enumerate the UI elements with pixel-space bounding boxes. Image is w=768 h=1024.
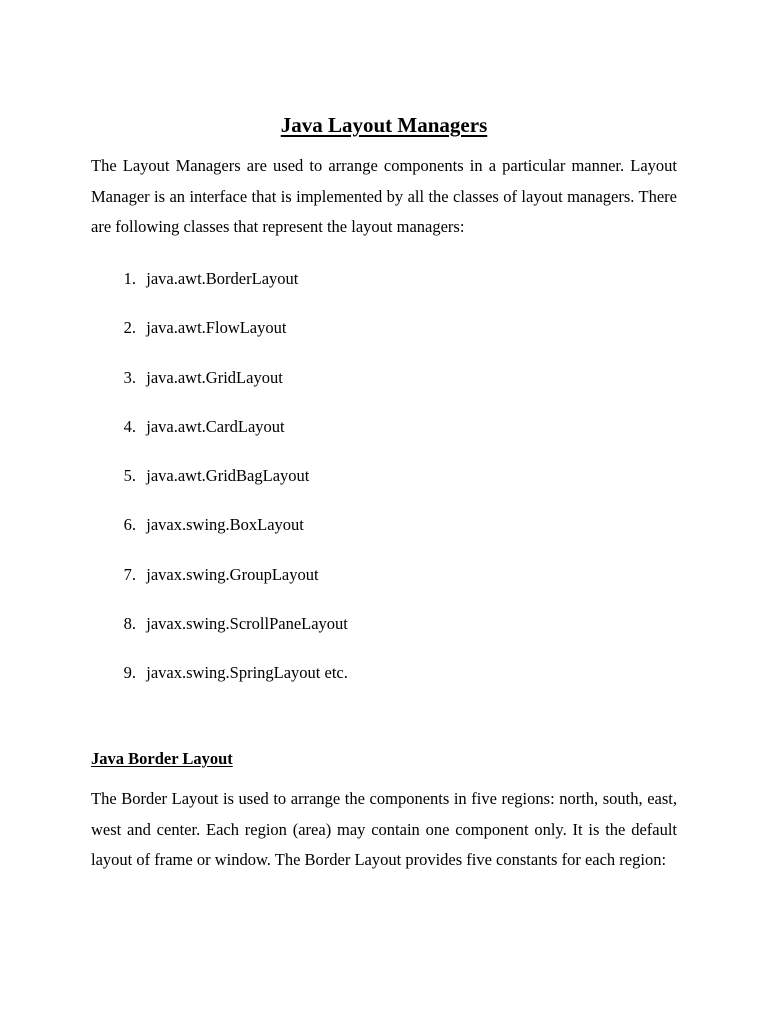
section-paragraph: The Border Layout is used to arrange the components in five regions: north, south, east, west and center. Each region (area) may contain one component only. It is the default layout of frame or window. The Border Layout provides five constants for each region:: [91, 789, 677, 869]
list-item-text: java.awt.FlowLayout: [146, 318, 287, 338]
list-item-text: java.awt.BorderLayout: [146, 269, 299, 288]
list-item-text: java.awt.GridBagLayout: [146, 466, 310, 486]
list-item-text: javax.swing.SpringLayout etc.: [146, 663, 348, 683]
list-item-number: 1.: [123, 269, 136, 288]
list-item: [91, 412, 348, 461]
list-item-number: 8.: [123, 614, 136, 634]
list-item-number: 7.: [123, 564, 136, 584]
list-item-number: 9.: [123, 663, 136, 683]
list-item-text: javax.swing.GroupLayout: [146, 564, 319, 584]
section-heading: Java Border Layout: [91, 749, 233, 768]
list-item: [91, 363, 348, 412]
layout-manager-list: [91, 264, 348, 708]
intro-paragraph: The Layout Managers are used to arrange components in a particular manner. Layout Manager is an interface that is implemented by all the classes of layout managers. There are following classes that represent the layout managers:: [91, 156, 677, 236]
list-item: [91, 609, 348, 658]
list-item-number: 6.: [123, 515, 136, 535]
list-item: [91, 461, 348, 510]
list-item-text: java.awt.CardLayout: [146, 416, 285, 436]
list-item: [91, 658, 348, 707]
list-item-text: javax.swing.BoxLayout: [146, 515, 304, 535]
list-item: [91, 264, 348, 313]
list-item-text: javax.swing.ScrollPaneLayout: [146, 614, 348, 634]
list-item-number: 2.: [123, 318, 136, 338]
page-title: Java Layout Managers: [280, 113, 488, 137]
list-item-number: 3.: [123, 367, 136, 387]
list-item: [91, 313, 348, 362]
list-item: [91, 560, 348, 609]
list-item-number: 4.: [123, 416, 136, 436]
list-item: [91, 510, 348, 559]
list-item-number: 5.: [123, 466, 136, 486]
list-item-text: java.awt.GridLayout: [146, 367, 283, 387]
